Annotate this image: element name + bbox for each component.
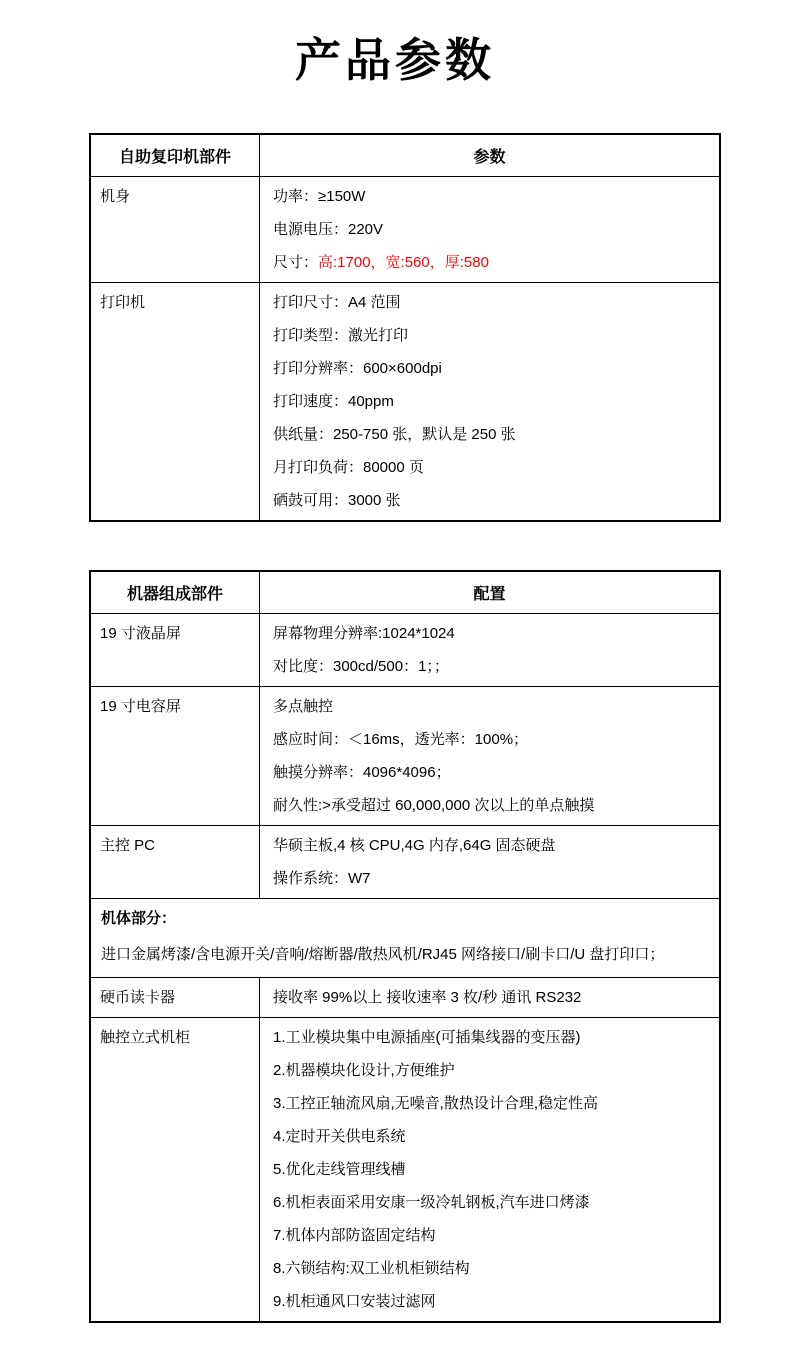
table-row [90,898,720,977]
spec-line: 3.工控正轴流风扇,无噪音,散热设计合理,稳定性高 [273,1094,599,1112]
spec-line: 感应时间：＜16ms，透光率：100%； [273,730,529,748]
spec-line: 打印分辨率：600×600dpi [273,359,442,377]
component-name-cell: 主控 PC [90,825,260,898]
spec-line: 耐久性:>承受超过 60,000,000 次以上的单点触摸 [273,796,595,814]
copier-parts-table [89,133,721,522]
spec-line: 打印速度：40ppm [273,392,394,410]
full-width-cell [90,898,720,977]
table-row [90,686,720,825]
table-row [90,613,720,686]
spec-line: 打印尺寸：A4 范围 [273,293,401,311]
spec-value-cell [260,686,721,825]
column-header: 配置 [260,571,721,614]
table-row [90,282,720,521]
spec-value-cell [260,977,721,1017]
spec-line: 华硕主板,4 核 CPU,4G 内存,64G 固态硬盘 [273,836,556,854]
header-row [90,134,720,177]
spec-line: 5.优化走线管理线槽 [273,1160,406,1178]
table-row [90,825,720,898]
column-header: 机器组成部件 [90,571,260,614]
component-name-cell: 19 寸液晶屏 [90,613,260,686]
dimension-red-text: 高:1700，宽:560，厚:580 [318,253,489,271]
spec-line: 8.六锁结构:双工业机柜锁结构 [273,1259,470,1277]
component-name-cell: 机身 [90,176,260,282]
component-name-cell: 硬币读卡器 [90,977,260,1017]
spec-line: 对比度：300cd/500：1；； [273,657,449,675]
machine-components-table [89,570,721,1323]
spec-value-cell [260,1017,721,1322]
spec-line-prefix: 尺寸： [273,253,319,271]
spec-line: 6.机柜表面采用安康一级冷轧钢板,汽车进口烤漆 [273,1193,590,1211]
spec-line: 多点触控 [273,697,334,715]
spec-line: 屏幕物理分辨率:1024*1024 [273,624,455,642]
spec-line: 9.机柜通风口安装过滤网 [273,1292,436,1310]
table-row [90,176,720,282]
spec-line: 硒鼓可用：3000 张 [273,491,401,509]
spec-line: 7.机体内部防盗固定结构 [273,1226,436,1244]
spec-line: 接收率 99%以上 接收速率 3 枚/秒 通讯 RS232 [273,988,582,1006]
spec-line: 1.工业模块集中电源插座(可插集线器的变压器) [273,1028,581,1046]
spec-value-cell [260,825,721,898]
spec-line: 月打印负荷：80000 页 [273,458,424,476]
spec-line [273,246,709,279]
component-name-cell: 触控立式机柜 [90,1017,260,1322]
component-name-cell: 打印机 [90,282,260,521]
column-header: 自助复印机部件 [90,134,260,177]
table-row [90,1017,720,1322]
page-title: 产品参数 [295,34,495,86]
spec-value-cell [260,176,721,282]
component-name-cell: 19 寸电容屏 [90,686,260,825]
column-header: 参数 [260,134,721,177]
spec-line: 操作系统：W7 [273,869,371,887]
spec-line: 触摸分辨率：4096*4096； [273,763,451,781]
spec-line: 功率：≥150W [273,187,366,205]
spec-value-cell [260,613,721,686]
spec-line: 供纸量：250-750 张，默认是 250 张 [273,425,516,443]
spec-line: 电源电压：220V [273,220,384,238]
spec-line: 打印类型：激光打印 [273,326,409,344]
header-row [90,571,720,614]
span-row-title: 机体部分： [101,909,177,927]
spec-value-cell [260,282,721,521]
spec-line: 2.机器模块化设计,方便维护 [273,1061,455,1079]
span-row-text: 进口金属烤漆/含电源开关/音响/熔断器/散热风机/RJ45 网络接口/刷卡口/U 盘打印口； [101,945,665,963]
spec-line: 4.定时开关供电系统 [273,1127,406,1145]
table-row [90,977,720,1017]
